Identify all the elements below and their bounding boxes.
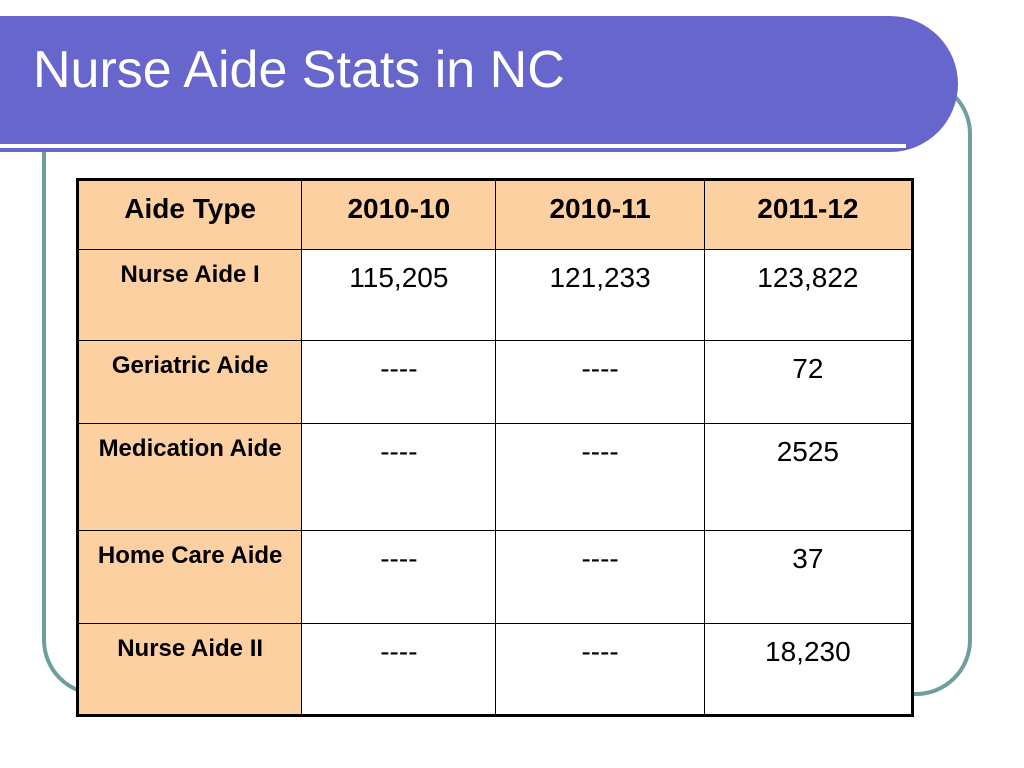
table-cell: ----: [496, 531, 704, 624]
table-cell: ----: [302, 624, 496, 716]
row-label: Nurse Aide I: [78, 250, 302, 341]
table-cell: ----: [496, 424, 704, 531]
table-cell: 18,230: [704, 624, 912, 716]
table-cell: 37: [704, 531, 912, 624]
stats-table: [76, 178, 914, 717]
header-2011-12: 2011-12: [704, 180, 912, 250]
table-row: [78, 624, 913, 716]
row-label: Geriatric Aide: [78, 341, 302, 424]
header-2010-10: 2010-10: [302, 180, 496, 250]
header-2010-11: 2010-11: [496, 180, 704, 250]
table-cell: ----: [302, 424, 496, 531]
table-cell: ----: [302, 531, 496, 624]
table-cell: ----: [496, 624, 704, 716]
table-cell: 123,822: [704, 250, 912, 341]
table-row: [78, 424, 913, 531]
table-cell: ----: [302, 341, 496, 424]
table-cell: 72: [704, 341, 912, 424]
row-label: Medication Aide: [78, 424, 302, 531]
table-cell: ----: [496, 341, 704, 424]
table-row: [78, 531, 913, 624]
table-row: [78, 250, 913, 341]
table-cell: 115,205: [302, 250, 496, 341]
table-cell: 2525: [704, 424, 912, 531]
slide-title: Nurse Aide Stats in NC: [33, 41, 565, 99]
row-label: Nurse Aide II: [78, 624, 302, 716]
table-header-row: [78, 180, 913, 250]
table-cell: 121,233: [496, 250, 704, 341]
header-aide-type: Aide Type: [78, 180, 302, 250]
table-row: [78, 341, 913, 424]
row-label: Home Care Aide: [78, 531, 302, 624]
title-underline: [0, 144, 906, 148]
